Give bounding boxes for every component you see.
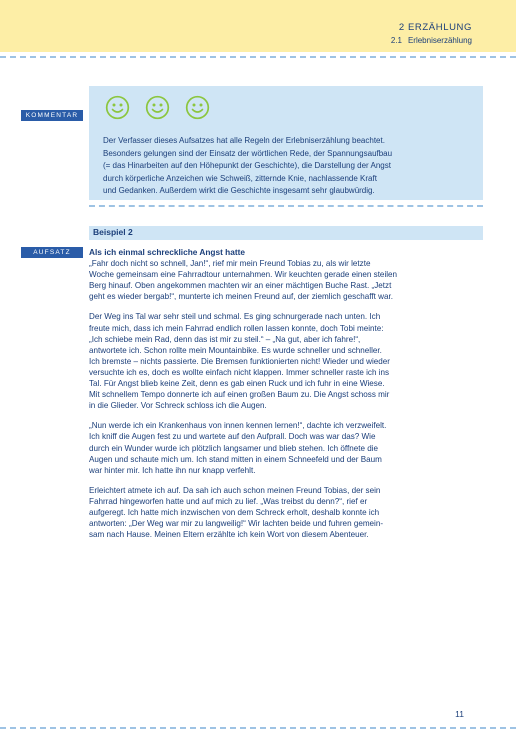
essay-paragraph <box>89 485 487 540</box>
essay-line: Woche gemeinsam eine Fahrradtour unternahmen. Wir keuchten gerade einen steilen <box>89 270 398 280</box>
essay-paragraph <box>89 420 487 475</box>
essay-line: antwortete ich. Schon rollte mein Mountainbike. Es wurde schneller und schneller. <box>89 345 382 355</box>
essay-line: Erleichtert atmete ich auf. Da sah ich auch schon meinen Freund Tobias, der sein <box>89 485 381 495</box>
essay-line: durch ein Wunder wurde ich plötzlich langsamer und blieb stehen. Ich öffnete die <box>89 443 379 453</box>
essay-line: „Fahr doch nicht so schnell, Jan!“, rief mir mein Freund Tobias zu, als wir letzte <box>89 259 371 269</box>
section-number: 2.1 <box>390 36 402 45</box>
chapter-heading: 2 ERZÄHLUNG <box>398 22 472 33</box>
example-label-bar <box>89 226 483 240</box>
comment-line: Der Verfasser dieses Aufsatzes hat alle Regeln der Erlebniserzählung beachtet. <box>103 136 385 145</box>
comment-line: durch körperliche Anzeichen wie Schweiß, zitternde Knie, nachlassende Kraft <box>103 173 377 183</box>
smiley-icon <box>105 95 130 120</box>
page-number: 11 <box>455 709 464 719</box>
essay-line: Augen und schaute mich um. Ich stand mitten in einem Schneefeld und der Baum <box>89 454 382 464</box>
essay-line: in die Glieder. Vor Schreck schloss ich die Augen. <box>89 401 267 411</box>
essay-paragraph <box>89 311 487 411</box>
comment-text <box>103 135 475 198</box>
smiley-icon <box>145 95 170 120</box>
essay-line: freute mich, dass ich mein Fahrrad endlich rollen lassen konnte, doch Tobi meinte: <box>89 323 384 333</box>
essay-line: „Ich schiebe mein Rad, denn das ist mir zu steil.“ – „Na gut, aber ich fahre!“, <box>89 334 361 344</box>
essay-line: Ich bremste – nichts passierte. Die Bremsen funktionierten nicht! Wieder und wieder <box>89 356 390 366</box>
smiley-icon <box>185 95 210 120</box>
comment-line: und Gedanken. Außerdem wirkt die Geschichte insgesamt sehr glaubwürdig. <box>103 186 375 196</box>
comment-line: Besonders gelungen sind der Einsatz der wörtlichen Rede, der Spannungsaufbau <box>103 148 393 158</box>
comment-line: (= das Hinarbeiten auf den Höhepunkt der Geschichte), die Darstellung der Angst <box>103 161 391 171</box>
essay-line: „Nun werde ich ein Krankenhaus von innen kennen lernen!“, dachte ich verzweifelt. <box>89 421 387 431</box>
essay-line: Berg hinauf. Oben angekommen machten wir an einer mächtigen Buche Rast. „Jetzt <box>89 281 392 291</box>
essay-line: antworten: „Der Weg war mir zu langweilig!“ Wir lachten beide und fuhren gemein- <box>89 519 384 529</box>
header-divider <box>0 56 516 58</box>
comment-divider <box>89 205 483 207</box>
header-band <box>0 0 516 52</box>
comment-box <box>89 86 483 200</box>
essay-line: Ich kniff die Augen fest zu und wartete auf den Aufprall. Doch was war das? Wie <box>89 432 376 442</box>
essay-line: Mit schnellem Tempo donnerte ich auf einen großen Baum zu. Die Angst schoss mir <box>89 390 390 400</box>
essay-line: sam nach Hause. Meinen Eltern erzählte ich kein Wort von diesem Abenteuer. <box>89 530 369 540</box>
essay-line: Der Weg ins Tal war sehr steil und schmal. Es ging schnurgerade nach unten. Ich <box>89 312 381 322</box>
example-label: Beispiel 2 <box>93 227 133 237</box>
essay-line: war hinter mir. Ich hatte ihn nur knapp verfehlt. <box>89 465 256 475</box>
essay-line: Fahrrad hingeworfen hatte und auf mich zu lief. „Was treibst du denn?“, rief er <box>89 496 368 506</box>
footer-divider <box>0 727 516 729</box>
essay-line: Tal. Für Angst blieb keine Zeit, denn es gab einen Ruck und ich fuhr in eine Wiese. <box>89 379 385 389</box>
essay-paragraph <box>89 258 487 302</box>
essay <box>89 247 487 549</box>
kommentar-tag: KOMMENTAR <box>21 110 83 121</box>
section-title: Erlebniserzählung <box>407 36 472 45</box>
section-heading <box>391 36 472 45</box>
essay-line: versuchte ich es, doch es wollte einfach nicht klappen. Immer schneller raste ich ins <box>89 367 390 377</box>
aufsatz-tag: AUFSATZ <box>21 247 83 258</box>
essay-title: Als ich einmal schreckliche Angst hatte <box>89 247 246 257</box>
essay-line: aufgeregt. Ich hatte mich inzwischen von dem Schreck erholt, deshalb konnte ich <box>89 507 380 517</box>
essay-line: geht es wieder bergab!“, munterte ich meinen Freund auf, der ziemlich geschafft war. <box>89 292 393 302</box>
